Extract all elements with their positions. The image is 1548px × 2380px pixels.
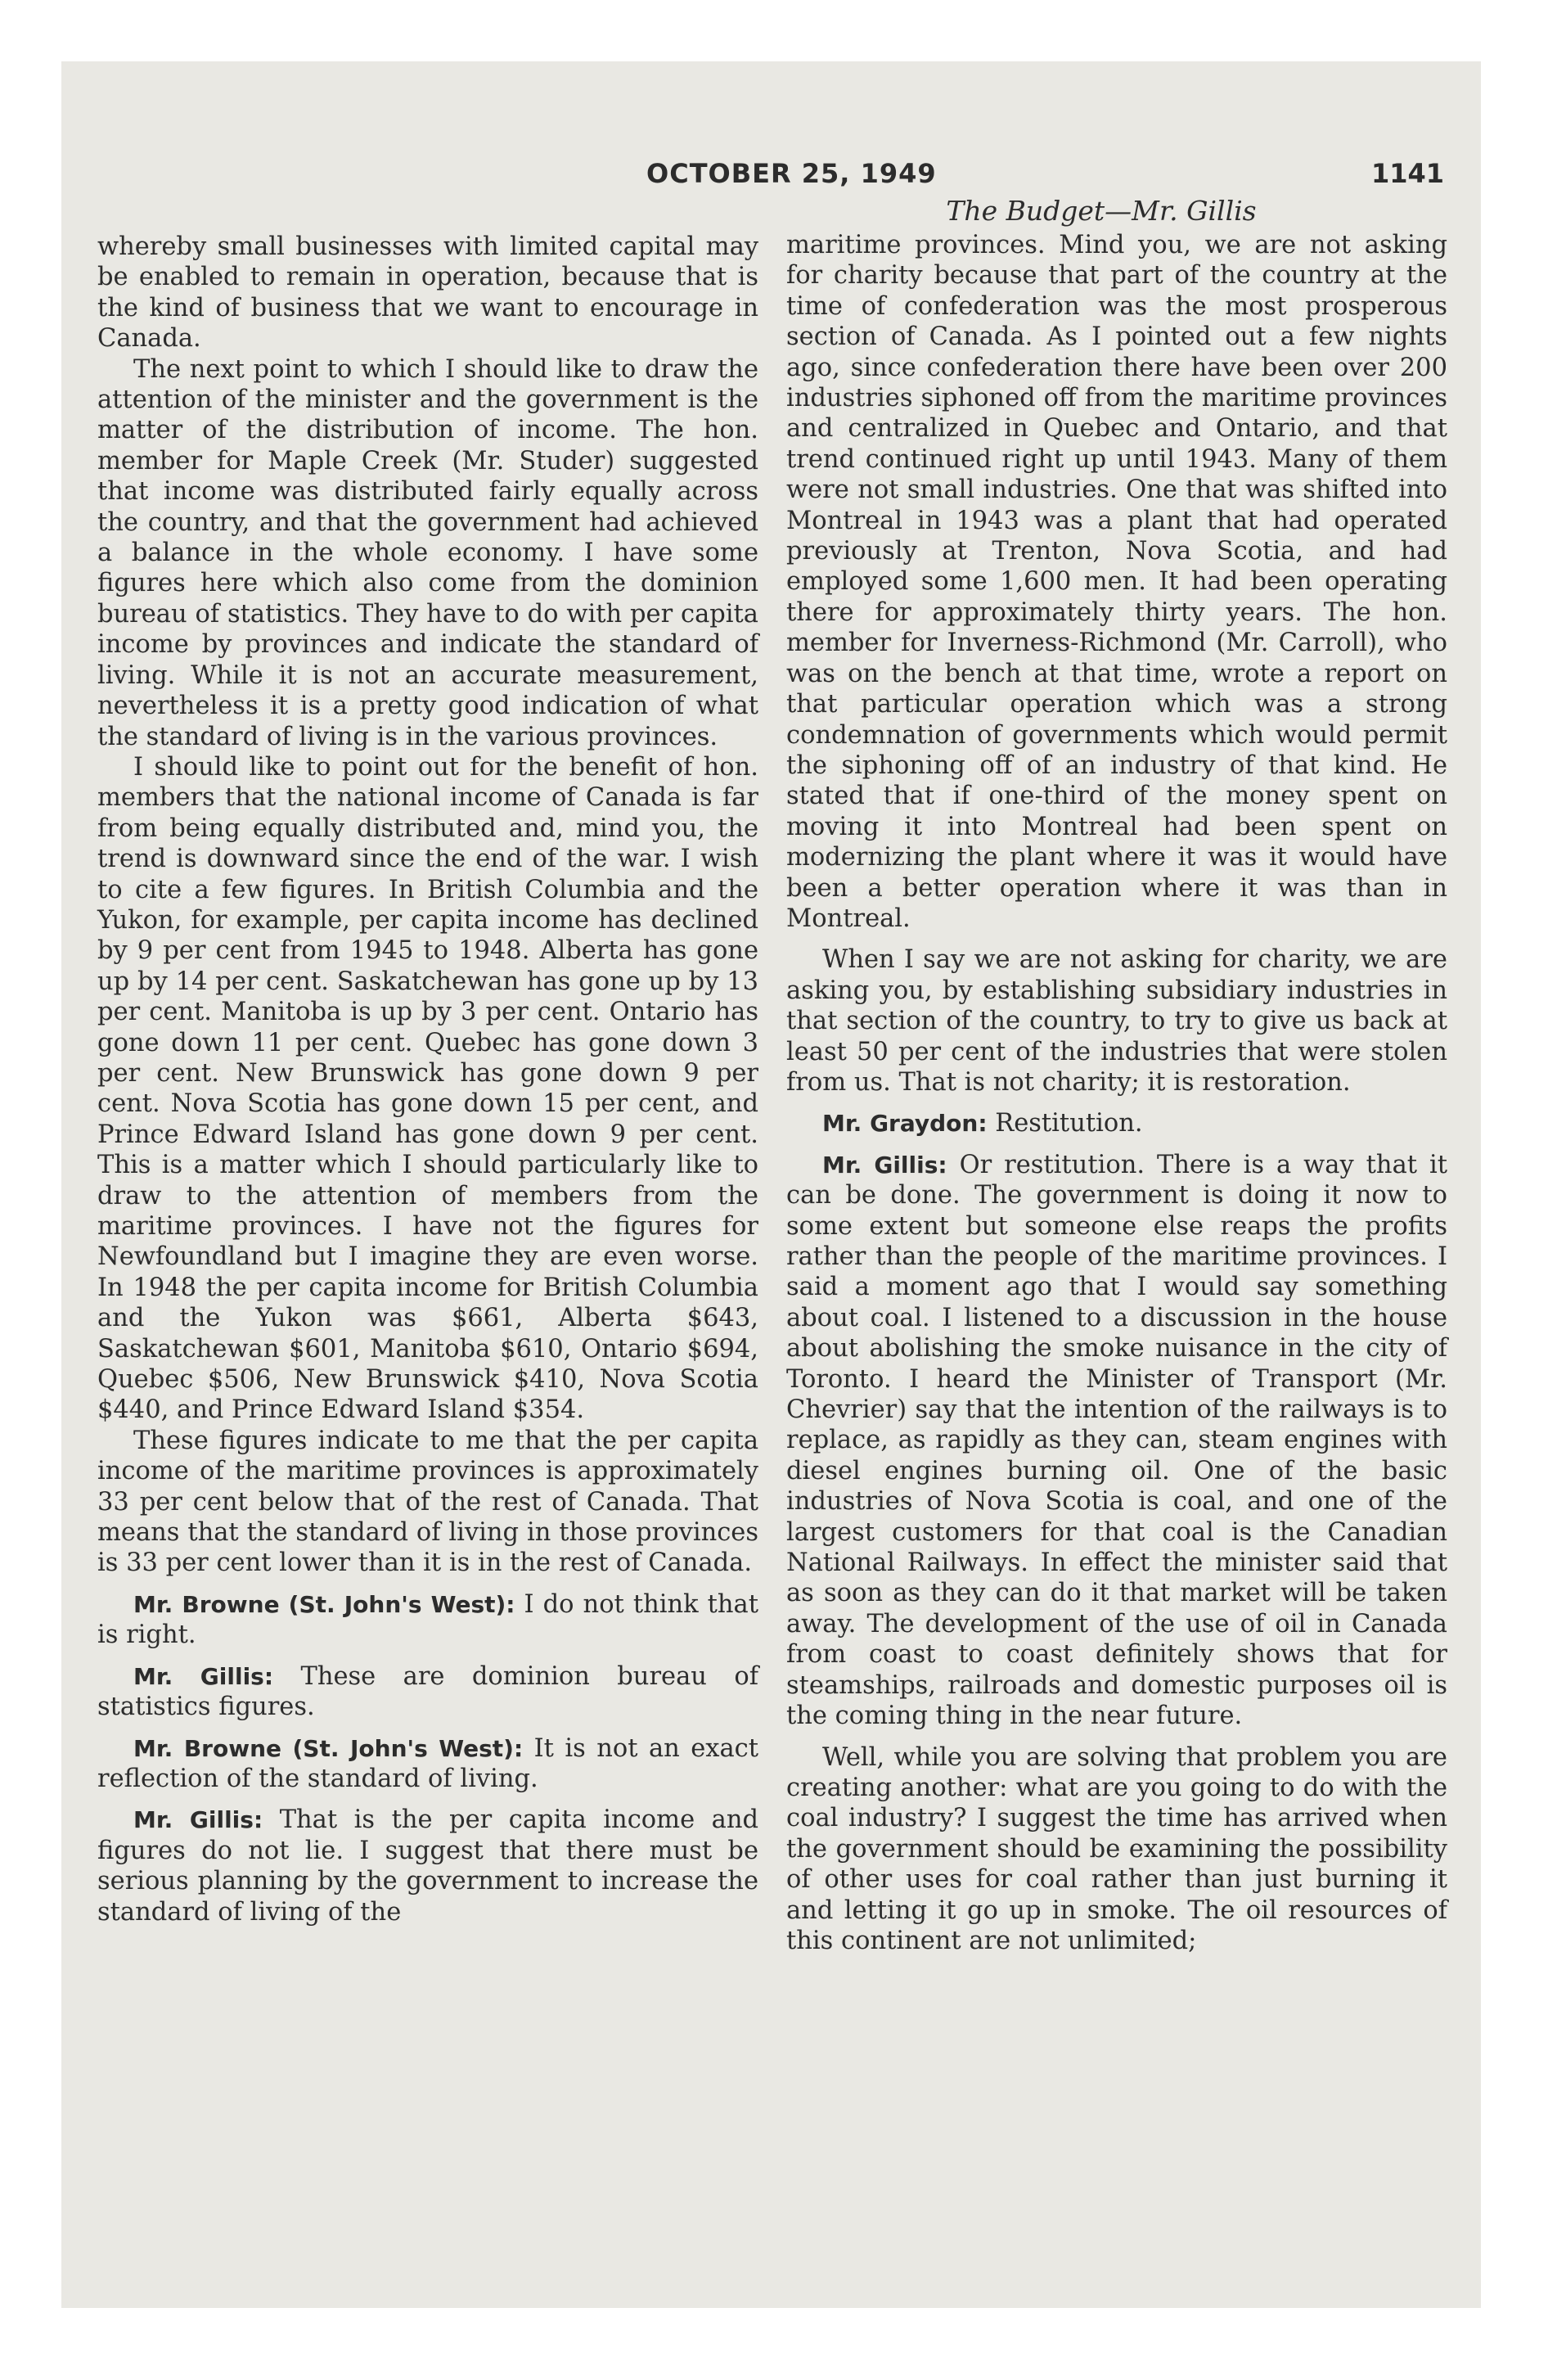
paragraph: These figures indicate to me that the per capita income of the maritime provinces is approximately 33 per cent below that of the rest of Canada. That means that the standard of living in those provinces is 33 per cent lower than it is in the rest of Canada. (97, 1426, 758, 1578)
speech-text: I do not think that is right. (97, 1589, 759, 1650)
speaker-name: Mr. Graydon: (822, 1110, 988, 1138)
speech (97, 1805, 758, 1927)
page-date: OCTOBER 25, 1949 (646, 158, 937, 189)
speech (97, 1589, 758, 1651)
speaker-name: Mr. Browne (St. John's West): (133, 1734, 524, 1762)
speech (786, 1150, 1447, 1732)
paragraph: I should like to point out for the benefit of hon. members that the national income of Canada is far from being equally distributed and, mind you, the trend is downward since the end of the war. I wish to cite a few figures. In British Columbia and the Yukon, for example, per capita income has declined by 9 per cent from 1945 to 1948. Alberta has gone up by 14 per cent. Saskatchewan has gone up by 13 per cent. Manitoba is up by 3 per cent. Ontario has gone down 11 per cent. Quebec has gone down 3 per cent. New Brunswick has gone down 9 per cent. Nova Scotia has gone down 15 per cent, and Prince Edward Island has gone down 9 per cent. This is a matter which I should particularly like to draw to the attention of members from the maritime provinces. I have not the figures for Newfoundland but I imagine they are even worse. In 1948 the per capita income for British Columbia and the Yukon was $661, Alberta $643, Saskatchewan $601, Manitoba $610, Ontario $694, Quebec $506, New Brunswick $410, Nova Scotia $440, and Prince Edward Island $354. (97, 752, 758, 1425)
speech-text: Restitution. (987, 1109, 1143, 1138)
document-page (61, 61, 1481, 2308)
speech-text: These are dominion bureau of statistics figures. (97, 1661, 758, 1722)
speaker-name: Mr. Gillis: (822, 1151, 947, 1179)
left-column (97, 232, 758, 1927)
paragraph: When I say we are not asking for charity, we are asking you, by establishing subsidiary industries in that section of the country, to try to give us back at least 50 per cent of the industries that were stolen from us. That is not charity; it is restoration. (786, 945, 1447, 1097)
speaker-name: Mr. Gillis: (133, 1806, 263, 1834)
paragraph: Well, while you are solving that problem you are creating another: what are you going to do with the coal industry? I suggest the time has arrived when the government should be examining the possibility of other uses for coal rather than just burning it and letting it go up in smoke. The oil resources of this continent are not unlimited; (786, 1742, 1447, 1955)
speech (97, 1733, 758, 1795)
speaker-name: Mr. Gillis: (133, 1662, 274, 1690)
speech (97, 1661, 758, 1723)
speech-text: It is not an exact reflection of the standard of living. (97, 1733, 758, 1793)
speech-text: That is the per capita income and figures do not lie. I suggest that there must be serious planning by the government to increase the standard of living of the (97, 1805, 759, 1927)
section-heading: The Budget—Mr. Gillis (946, 195, 1257, 227)
speech (786, 1108, 1447, 1138)
paragraph: The next point to which I should like to draw the attention of the minister and the government is the matter of the distribution of income. The hon. member for Maple Creek (Mr. Studer) suggested that income was distributed fairly equally across the country, and that the government had achieved a balance in the whole economy. I have some figures here which also come from the dominion bureau of statistics. They have to do with per capita income by provinces and indicate the standard of living. While it is not an accurate measurement, nevertheless it is a pretty good indication of what the standard of living is in the various provinces. (97, 354, 758, 751)
right-column (786, 230, 1447, 1956)
speech-text: Or restitution. There is a way that it can be done. The government is doing it now to some extent but someone else reaps the profits rather than the people of the maritime provinces. I said a moment ago that I would say something about coal. I listened to a discussion in the house about abolishing the smoke nuisance in the city of Toronto. I heard the Minister of Transport (Mr. Chevrier) say that the intention of the railways is to replace, as rapidly as they can, steam engines with diesel engines burning oil. One of the basic industries of Nova Scotia is coal, and one of the largest customers for that coal is the Canadian National Railways. In effect the minister said that as soon as they can do it that market will be taken away. The development of the use of oil in Canada from coast to coast definitely shows that for steamships, railroads and domestic purposes oil is the coming thing in the near future. (786, 1150, 1447, 1731)
paragraph: whereby small businesses with limited capital may be enabled to remain in operation, because that is the kind of business that we want to encourage in Canada. (97, 232, 758, 354)
speaker-name: Mr. Browne (St. John's West): (133, 1590, 515, 1618)
paragraph: maritime provinces. Mind you, we are not asking for charity because that part of the country at the time of confederation was the most prosperous section of Canada. As I pointed out a few nights ago, since confederation there have been over 200 industries siphoned off from the maritime provinces and centralized in Quebec and Ontario, and that trend continued right up until 1943. Many of them were not small industries. One that was shifted into Montreal in 1943 was a plant that had operated previously at Trenton, Nova Scotia, and had employed some 1,600 men. It had been operating there for approximately thirty years. The hon. member for Inverness-Richmond (Mr. Carroll), who was on the bench at that time, wrote a report on that particular operation which was a strong condemnation of governments which would permit the siphoning off of an industry of that kind. He stated that if one-third of the money spent on moving it into Montreal had been spent on modernizing the plant where it was it would have been a better operation where it was than in Montreal. (786, 231, 1447, 933)
page-number: 1141 (1370, 158, 1444, 189)
